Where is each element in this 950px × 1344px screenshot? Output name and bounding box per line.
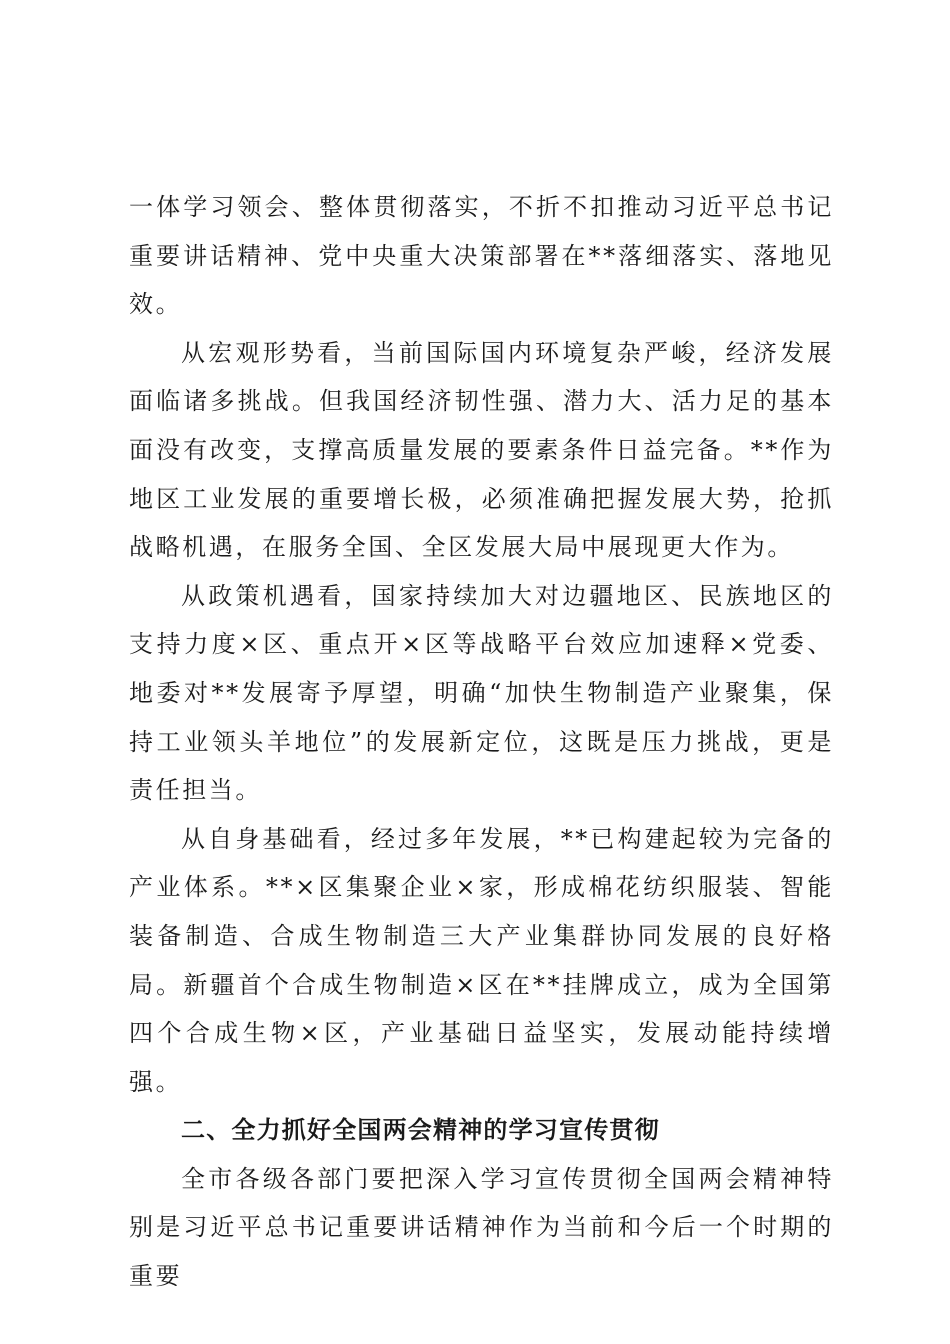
- paragraph-section-intro: 全市各级各部门要把深入学习宣传贯彻全国两会精神特别是习近平总书记重要讲话精神作为当前和今后一个时期的重要: [129, 1164, 834, 1291]
- paragraph-policy-opportunity: 从政策机遇看，国家持续加大对边疆地区、民族地区的支持力度×区、重点开×区等战略平台效应加速释×党委、地委对**发展寄予厚望，明确“加快生物制造产业聚集，保持工业领头羊地位”的发展新定位，这既是压力挑战，更是责任担当。: [129, 581, 834, 805]
- section-heading: 二、全力抓好全国两会精神的学习宣传贯彻: [181, 1116, 660, 1145]
- paragraph-continuation: 一体学习领会、整体贯彻落实，不折不扣推动习近平总书记重要讲话精神、党中央重大决策部署在**落细落实、落地见效。: [129, 193, 834, 319]
- document-body: [129, 183, 834, 1301]
- paragraph-own-foundation: 从自身基础看，经过多年发展，**已构建起较为完备的产业体系。**×区集聚企业×家，形成棉花纺织服装、智能装备制造、合成生物制造三大产业集群协同发展的良好格局。新疆首个合成生物制造×区在**挂牌成立，成为全国第四个合成生物×区，产业基础日益坚实，发展动能持续增强。: [129, 824, 834, 1096]
- paragraph-macro-situation: 从宏观形势看，当前国际国内环境复杂严峻，经济发展面临诸多挑战。但我国经济韧性强、潜力大、活力足的基本面没有改变，支撑高质量发展的要素条件日益完备。**作为地区工业发展的重要增长极，必须准确把握发展大势，抢抓战略机遇，在服务全国、全区发展大局中展现更大作为。: [129, 338, 834, 562]
